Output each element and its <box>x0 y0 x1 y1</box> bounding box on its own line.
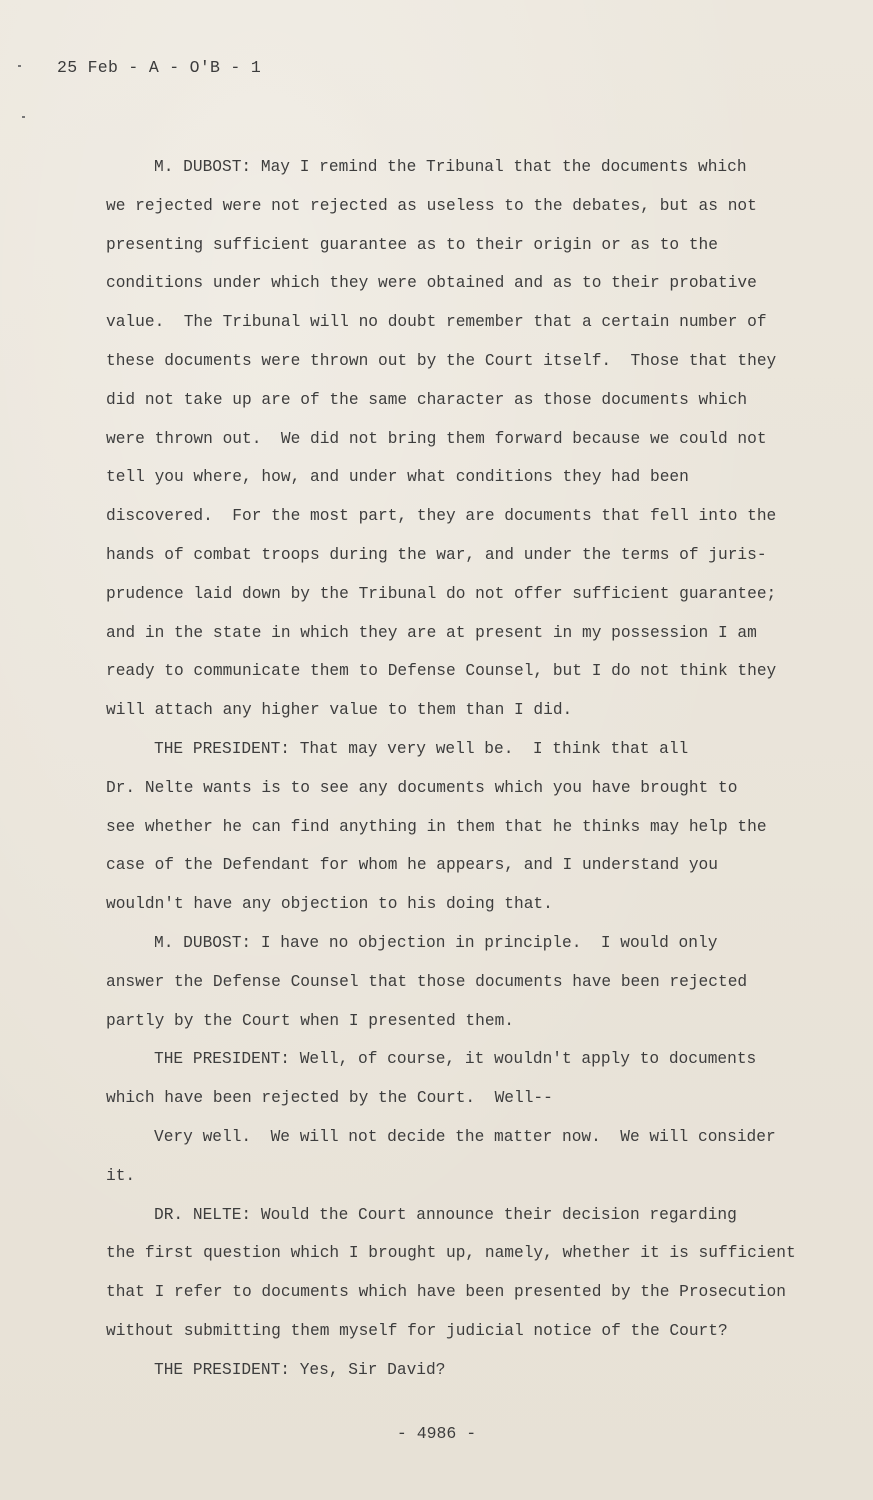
text-line: M. DUBOST: I have no objection in principle. I would only <box>154 933 718 952</box>
paragraph <box>106 148 806 730</box>
text-line: which have been rejected by the Court. Well-- <box>106 1089 553 1108</box>
text-line: presenting sufficient guarantee as to their origin or as to the <box>106 235 718 254</box>
margin-mark <box>18 65 21 67</box>
text-line: these documents were thrown out by the Court itself. Those that they <box>106 351 777 370</box>
text-line: wouldn't have any objection to his doing that. <box>106 895 553 914</box>
text-line: see whether he can find anything in them that he thinks may help the <box>106 817 767 836</box>
text-line: THE PRESIDENT: That may very well be. I think that all <box>154 739 689 758</box>
text-line: case of the Defendant for whom he appears, and I understand you <box>106 856 718 875</box>
text-line: answer the Defense Counsel that those documents have been rejected <box>106 972 748 991</box>
paragraph <box>106 1196 806 1351</box>
text-line: hands of combat troops during the war, and under the terms of juris- <box>106 545 767 564</box>
paragraph <box>106 1118 806 1196</box>
text-line: prudence laid down by the Tribunal do not offer sufficient guarantee; <box>106 584 777 603</box>
text-line: tell you where, how, and under what conditions they had been <box>106 468 689 487</box>
text-line: partly by the Court when I presented them. <box>106 1011 514 1030</box>
text-line: without submitting them myself for judicial notice of the Court? <box>106 1321 728 1340</box>
text-line: will attach any higher value to them than I did. <box>106 701 573 720</box>
page-number: - 4986 - <box>396 1424 477 1443</box>
text-line: DR. NELTE: Would the Court announce their decision regarding <box>154 1205 737 1224</box>
transcript-body <box>106 148 806 1390</box>
text-line: that I refer to documents which have been presented by the Prosecution <box>106 1283 786 1302</box>
text-line: and in the state in which they are at present in my possession I am <box>106 623 757 642</box>
text-line: Very well. We will not decide the matter now. We will consider <box>154 1127 776 1146</box>
text-line: the first question which I brought up, namely, whether it is sufficient <box>106 1244 796 1263</box>
text-line: ready to communicate them to Defense Counsel, but I do not think they <box>106 662 777 681</box>
text-line: were thrown out. We did not bring them forward because we could not <box>106 429 767 448</box>
text-line: M. DUBOST: May I remind the Tribunal that the documents which <box>154 158 747 176</box>
paragraph <box>106 730 806 924</box>
paragraph <box>106 1351 806 1390</box>
text-line: we rejected were not rejected as useless to the debates, but as not <box>106 196 757 215</box>
text-line: value. The Tribunal will no doubt remember that a certain number of <box>106 313 767 332</box>
paragraph <box>106 924 806 1040</box>
paragraph <box>106 1040 806 1118</box>
text-line: THE PRESIDENT: Well, of course, it wouldn't apply to documents <box>154 1050 757 1069</box>
margin-mark <box>22 116 25 118</box>
text-line: Dr. Nelte wants is to see any documents which you have brought to <box>106 778 738 797</box>
text-line: THE PRESIDENT: Yes, Sir David? <box>154 1360 446 1379</box>
text-line: conditions under which they were obtained and as to their probative <box>106 274 757 293</box>
header-reference: 25 Feb - A - O'B - 1 <box>57 58 262 77</box>
text-line: it. <box>106 1166 136 1185</box>
text-line: discovered. For the most part, they are documents that fell into the <box>106 507 777 526</box>
text-line: did not take up are of the same character as those documents which <box>106 390 748 409</box>
